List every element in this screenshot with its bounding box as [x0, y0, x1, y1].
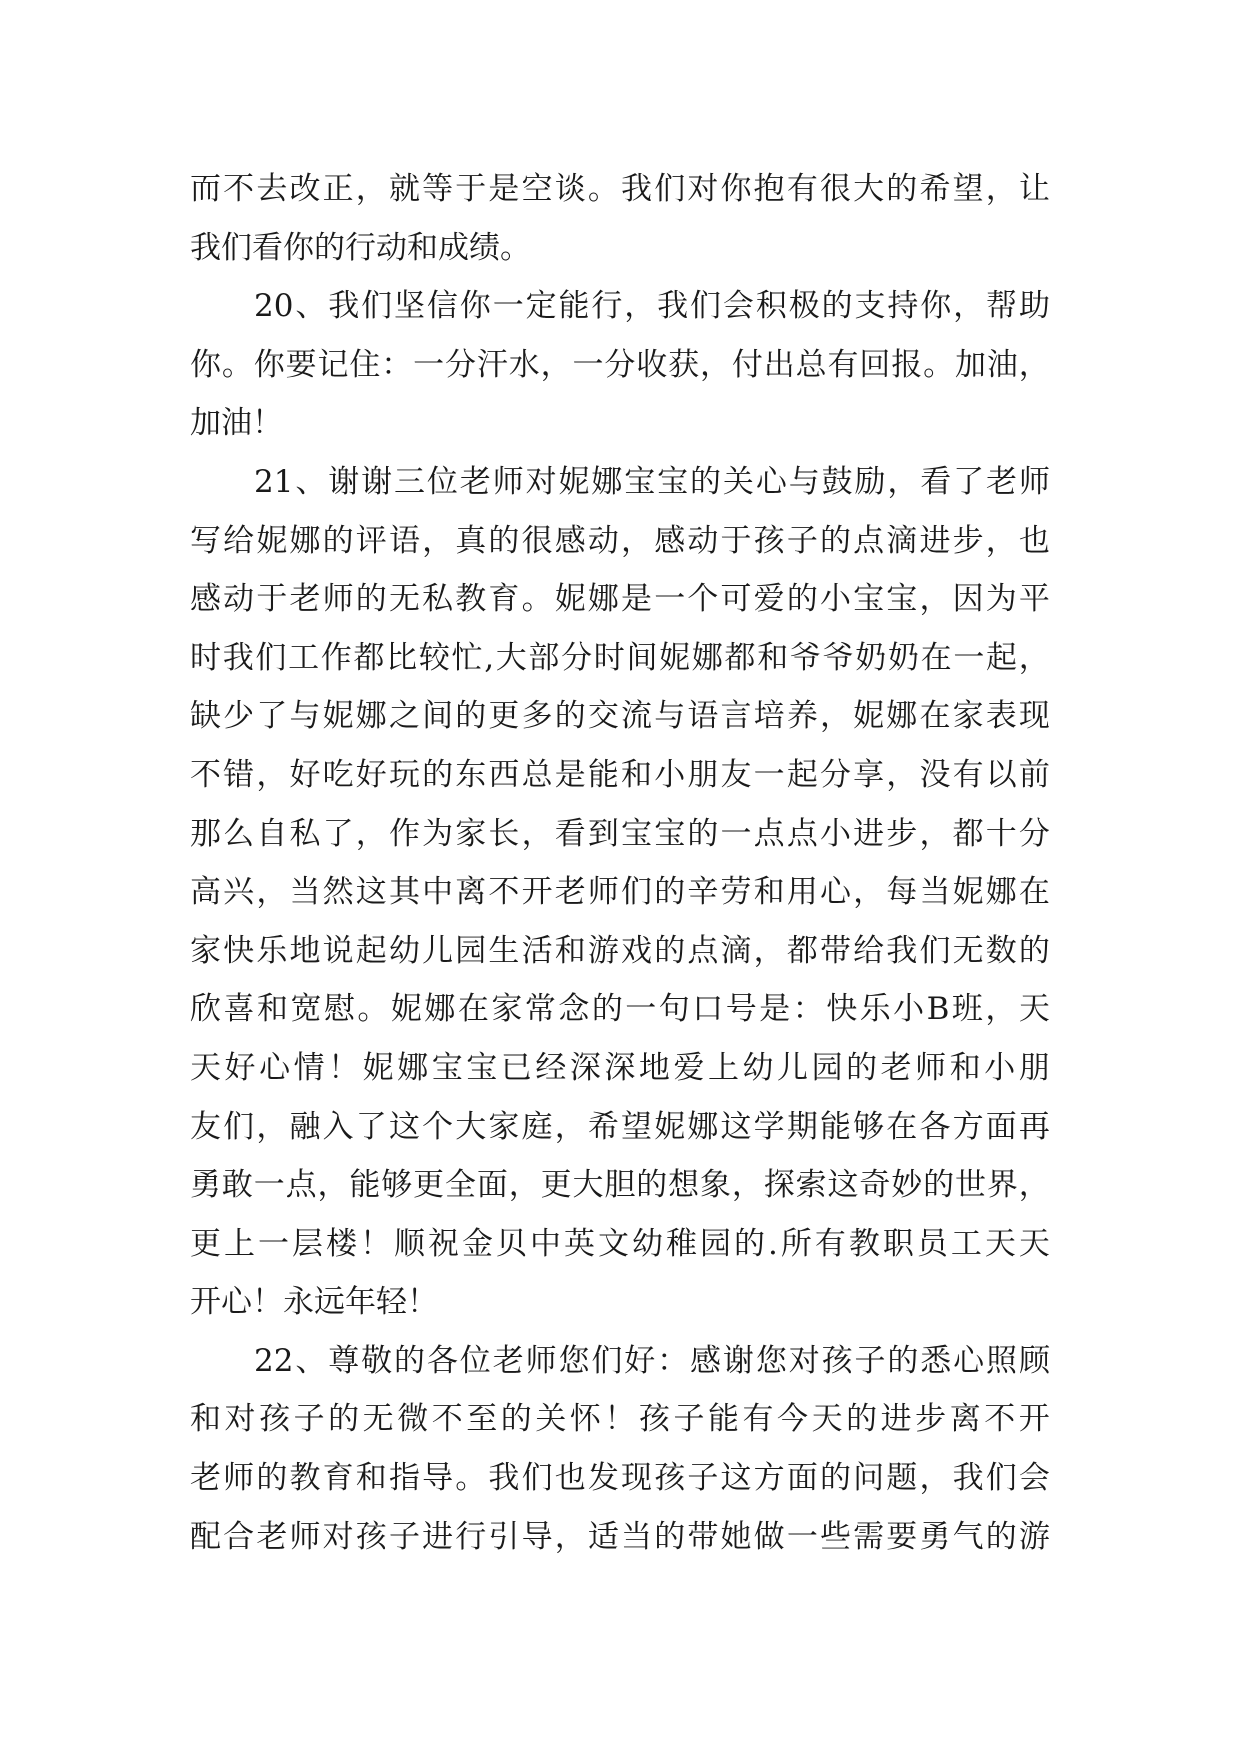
text-line: 时 我 们 工 作 都 比 较 忙 , 大 部 分 时 间 妮 娜 都 和 爷 爷 奶 奶 在 一 起 ，	[190, 639, 1050, 676]
text-line: 勇 敢 一 点 ， 能 够 更 全 面 ， 更 大 胆 的 想 象 ， 探 索 这 奇 妙 的 世 界 ，	[190, 1167, 1050, 1204]
text-line: 缺 少 了 与 妮 娜 之 间 的 更 多 的 交 流 与 语 言 培 养 ， 妮 娜 在 家 表 现	[190, 698, 1050, 735]
text-line: 家 快 乐 地 说 起 幼 儿 园 生 活 和 游 戏 的 点 滴 ， 都 带 给 我 们 无 数 的	[190, 932, 1050, 969]
text-line: 开心！永远年轻！	[190, 1284, 438, 1321]
text-line: 和 对 孩 子 的 无 微 不 至 的 关 怀 ！ 孩 子 能 有 今 天 的 进 步 离 不 开	[190, 1401, 1050, 1438]
document-page	[190, 160, 1050, 1566]
text-line: 加油！	[190, 405, 283, 442]
text-line: 老 师 的 教 育 和 指 导 。 我 们 也 发 现 孩 子 这 方 面 的 问 题 ， 我 们 会	[190, 1460, 1050, 1497]
text-line: 友 们 ， 融 入 了 这 个 大 家 庭 ， 希 望 妮 娜 这 学 期 能 够 在 各 方 面 再	[190, 1108, 1050, 1145]
text-line: 那 么 自 私 了 ， 作 为 家 长 ， 看 到 宝 宝 的 一 点 点 小 进 步 ， 都 十 分	[190, 815, 1050, 852]
text-line: 我们看你的行动和成绩。	[190, 229, 531, 266]
text-line: 高 兴 ， 当 然 这 其 中 离 不 开 老 师 们 的 辛 劳 和 用 心 ， 每 当 妮 娜 在	[190, 874, 1050, 911]
text-line: 20 、 我 们 坚 信 你 一 定 能 行 ， 我 们 会 积 极 的 支 持 你 ， 帮 助	[254, 288, 1050, 325]
text-line: 不 错 ， 好 吃 好 玩 的 东 西 总 是 能 和 小 朋 友 一 起 分 享 ， 没 有 以 前	[190, 756, 1050, 793]
text-line: 而 不 去 改 正 ， 就 等 于 是 空 谈 。 我 们 对 你 抱 有 很 大 的 希 望 ， 让	[190, 171, 1050, 207]
text-line: 你 。 你 要 记 住 ： 一 分 汗 水 ， 一 分 收 获 ， 付 出 总 有 回 报 。 加 油 ，	[190, 346, 1050, 383]
text-line: 写 给 妮 娜 的 评 语 ， 真 的 很 感 动 ， 感 动 于 孩 子 的 点 滴 进 步 ， 也	[190, 522, 1050, 559]
text-line: 欣 喜 和 宽 慰 。 妮 娜 在 家 常 念 的 一 句 口 号 是 ： 快 乐 小 B 班 ， 天	[190, 991, 1050, 1028]
text-line: 配 合 老 师 对 孩 子 进 行 引 导 ， 适 当 的 带 她 做 一 些 需 要 勇 气 的 游	[190, 1518, 1050, 1555]
text-line: 21 、 谢 谢 三 位 老 师 对 妮 娜 宝 宝 的 关 心 与 鼓 励 ， 看 了 老 师	[254, 463, 1050, 500]
text-line: 22 、 尊 敬 的 各 位 老 师 您 们 好 ： 感 谢 您 对 孩 子 的 悉 心 照 顾	[254, 1342, 1050, 1379]
text-line: 天 好 心 情 ！ 妮 娜 宝 宝 已 经 深 深 地 爱 上 幼 儿 园 的 老 师 和 小 朋	[190, 1049, 1050, 1086]
text-line: 更 上 一 层 楼 ！ 顺 祝 金 贝 中 英 文 幼 稚 园 的 . 所 有 教 职 员 工 天 天	[190, 1225, 1050, 1262]
text-line: 感 动 于 老 师 的 无 私 教 育 。 妮 娜 是 一 个 可 爱 的 小 宝 宝 ， 因 为 平	[190, 581, 1050, 618]
